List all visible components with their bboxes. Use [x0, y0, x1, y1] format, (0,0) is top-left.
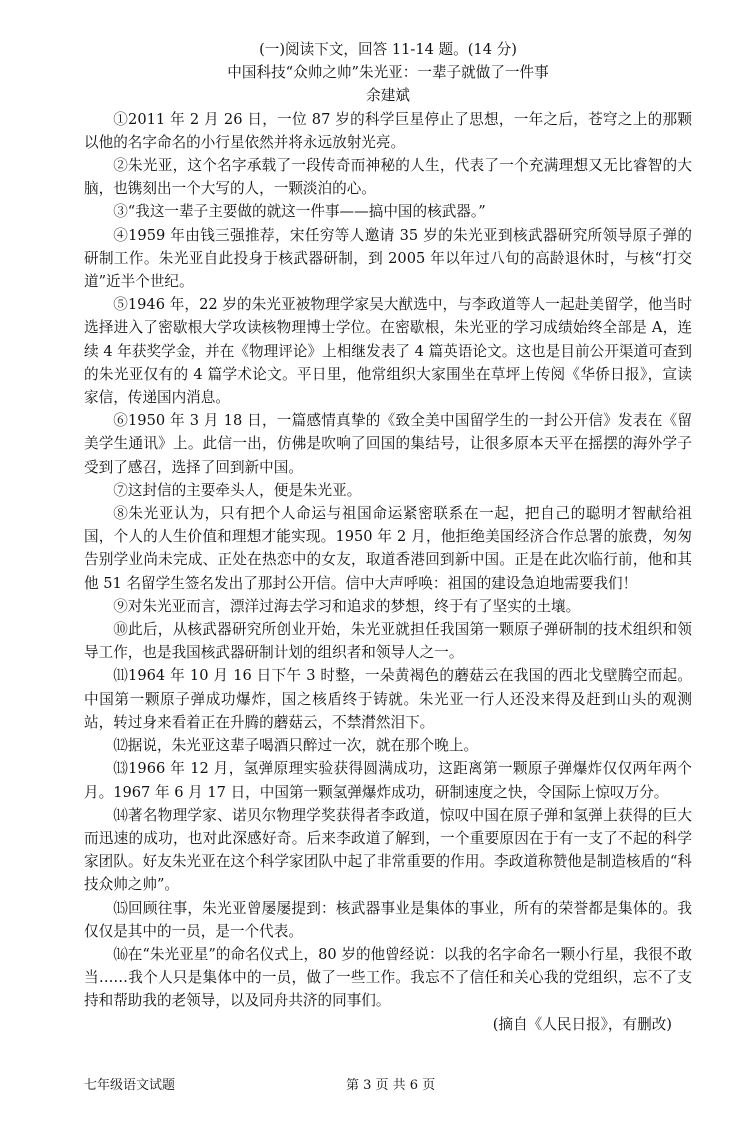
source-note: (摘自《人民日报》，有删改) [492, 1015, 672, 1033]
section-heading: (一)阅读下文，回答 11-14 题。(14 分) [259, 41, 517, 58]
page-footer [84, 1076, 692, 1096]
paragraph-6: ⑥1950 年 3 月 18 日，一篇感情真挚的《致全美中国留学生的一封公开信》发表在《留美学生通讯》上。此信一出，仿佛是吹响了回国的集结号，让很多原本天平在摇摆的海外学子受到了感召，选择了回到新中国。 [84, 412, 692, 476]
reading-passage [84, 38, 692, 1036]
paragraph-5: ⑤1946 年，22 岁的朱光亚被物理学家吴大猷选中，与李政道等人一起赴美留学，他当时选择进入了密歇根大学攻读核物理博士学位。在密歇根，朱光亚的学习成绩始终全部是 A，连续 4 年获奖学金，并在《物理评论》上相继发表了 4 篇英语论文。这也是目前公开渠道可查到的朱光亚仅有的 4 篇学术论文。平日里，他常组织大家围坐在草坪上传阅《华侨日报》，宣读家信，传递国内消息。 [84, 296, 692, 407]
exam-name: 七年级语文试题 [84, 1078, 176, 1093]
paragraph-3: ③“我这一辈子主要做的就这一件事——搞中国的核武器。” [113, 203, 486, 221]
paragraph-4: ④1959 年由钱三强推荐，宋任穷等人邀请 35 岁的朱光亚到核武器研究所领导原子弹的研制工作。朱光亚自此投身于核武器研制，到 2005 年以年过八旬的高龄退休时，与核“打交道”近半个世纪。 [84, 226, 692, 291]
paragraph-1: ①2011 年 2 月 26 日，一位 87 岁的科学巨星停止了思想，一年之后，苍穹之上的那颗以他的名字命名的小行星依然并将永远放射光亮。 [84, 110, 692, 151]
article-title: 中国科技“众帅之帅”朱光亚：一辈子就做了一件事 [227, 64, 549, 82]
paragraph-10: ⑩此后，从核武器研究所创业开始，朱光亚就担任我国第一颗原子弹研制的技术组织和领导工作，也是我国核武器研制计划的组织者和领导人之一。 [84, 621, 692, 662]
paragraph-7: ⑦这封信的主要牵头人，便是朱光亚。 [113, 481, 362, 499]
paragraph-12: ⑿据说，朱光亚这辈子喝酒只醉过一次，就在那个晚上。 [113, 737, 479, 755]
paragraph-2: ②朱光亚，这个名字承载了一段传奇而神秘的人生，代表了一个充满理想又无比睿智的大脑，也镌刻出一个大写的人，一颗淡泊的心。 [84, 157, 692, 198]
paragraph-15: ⒂回顾往事，朱光亚曾屡屡提到：核武器事业是集体的事业，所有的荣誉都是集体的。我仅仅是其中的一员，是一个代表。 [84, 899, 692, 940]
author-name: 余建斌 [366, 87, 410, 105]
paragraph-16: ⒃在“朱光亚星”的命名仪式上，80 岁的他曾经说：以我的名字命名一颗小行星，我很不敢当……我个人只是集体中的一员，做了一些工作。我忘不了信任和关心我的党组织，忘不了支持和帮助我的老领导，以及同舟共济的同事们。 [84, 945, 692, 1010]
paragraph-8: ⑧朱光亚认为，只有把个人命运与祖国命运紧密联系在一起，把自己的聪明才智献给祖国，个人的人生价值和理想才能实现。1950 年 2 月，他拒绝美国经济合作总署的旅费，匆匆告别学业尚未完成、正处在热恋中的女友，取道香港回到新中国。正是在此次临行前，他和其他 51 名留学生签名发出了那封公开信。信中大声呼唤：祖国的建设急迫地需要我们！ [84, 505, 692, 592]
page-number: 第 3 页 共 6 页 [346, 1078, 436, 1093]
paragraph-13: ⒀1966 年 12 月，氢弹原理实验获得圆满成功，这距离第一颗原子弹爆炸仅仅两年两个月。1967 年 6 月 17 日，中国第一颗氢弹爆炸成功，研制速度之快，令国际上惊叹万分。 [84, 760, 692, 801]
paragraph-11: ⑾1964 年 10 月 16 日下午 3 时整，一朵黄褐色的蘑菇云在我国的西北戈壁腾空而起。中国第一颗原子弹成功爆炸，国之核盾终于铸就。朱光亚一行人还没来得及赶到山头的观测站，转过身来看着正在升腾的蘑菇云，不禁潸然泪下。 [84, 667, 692, 731]
paragraph-14: ⒁著名物理学家、诺贝尔物理学奖获得者李政道，惊叹中国在原子弹和氢弹上获得的巨大而迅速的成功，也对此深感好奇。后来李政道了解到，一个重要原因在于有一支了不起的科学家团队。好友朱光亚在这个科学家团队中起了非常重要的作用。李政道称赞他是制造核盾的“科技众帅之帅”。 [84, 806, 692, 894]
paragraph-9: ⑨对朱光亚而言，漂洋过海去学习和追求的梦想，终于有了坚实的土壤。 [113, 597, 581, 615]
